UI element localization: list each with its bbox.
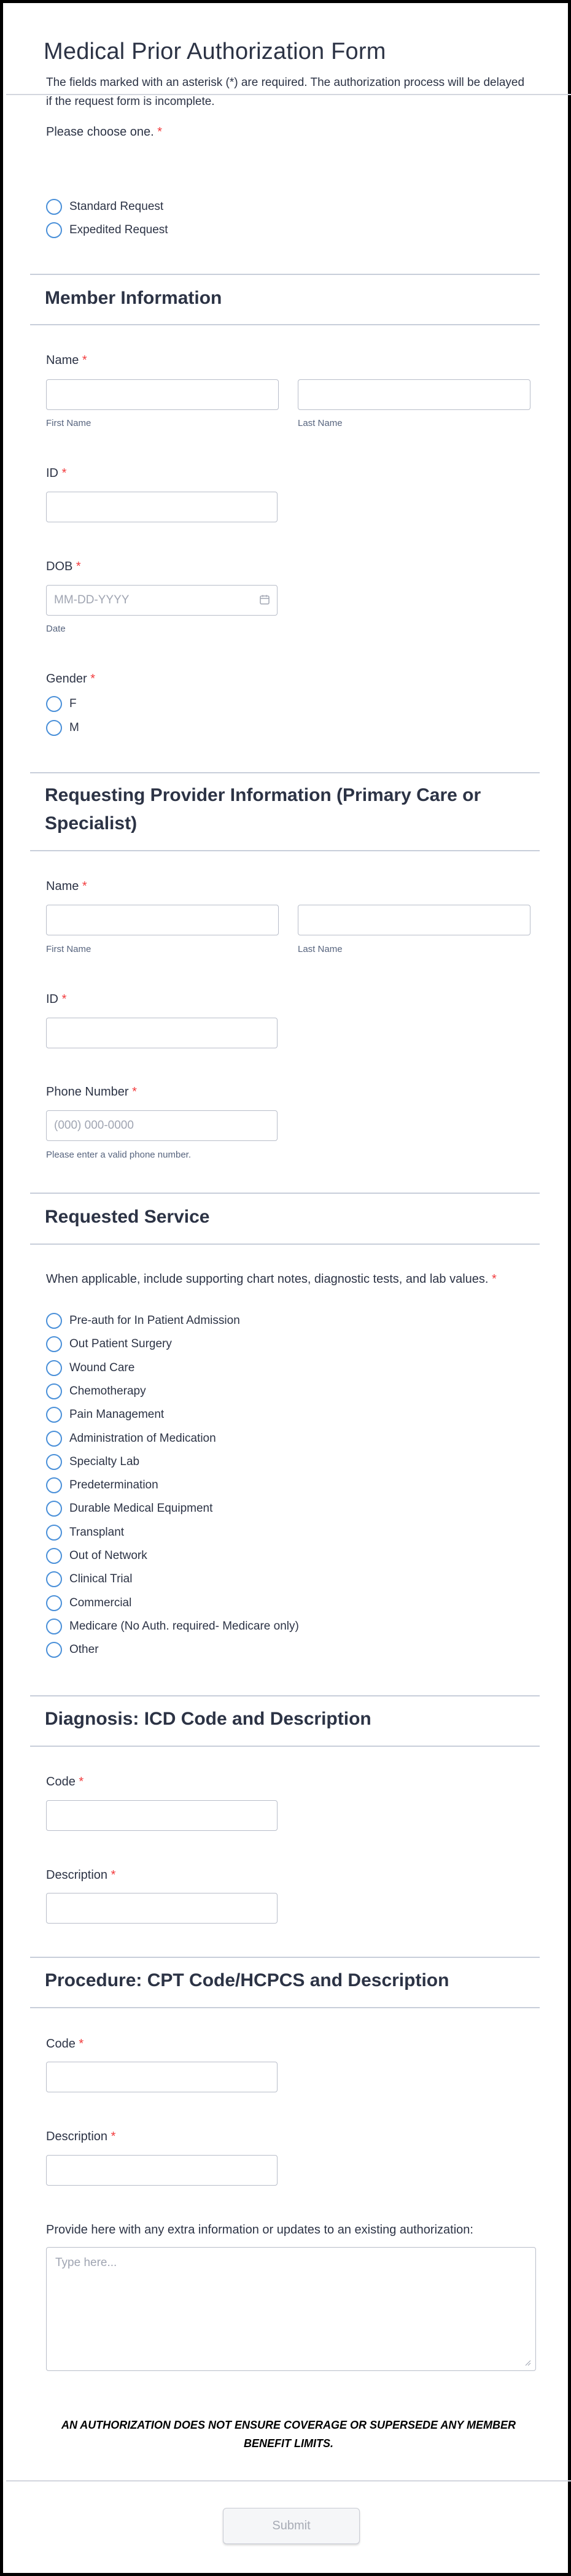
- radio-option-label: Clinical Trial: [69, 1572, 133, 1585]
- request-type-label: Please choose one. *: [46, 125, 163, 139]
- radio-option-label: Other: [69, 1643, 99, 1656]
- calendar-icon[interactable]: [259, 594, 270, 605]
- radio-option-label: Out Patient Surgery: [69, 1337, 172, 1350]
- section-divider: [30, 324, 540, 325]
- radio-circle[interactable]: [46, 1571, 62, 1587]
- radio-circle[interactable]: [46, 696, 62, 712]
- extra-info-wrap: [46, 2247, 536, 2371]
- provider-name-label: Name *: [46, 880, 87, 893]
- provider-id-input[interactable]: [46, 1018, 278, 1048]
- extra-info-textarea[interactable]: [46, 2247, 536, 2371]
- diagnosis-code-label: Code *: [46, 1775, 84, 1789]
- radio-service-option[interactable]: [46, 1617, 299, 1636]
- radio-circle[interactable]: [46, 1336, 62, 1352]
- diagnosis-code-input[interactable]: [46, 1800, 278, 1831]
- radio-service-option[interactable]: [46, 1499, 212, 1518]
- radio-option-label: Pain Management: [69, 1408, 165, 1421]
- member-id-input[interactable]: [46, 492, 278, 522]
- radio-circle[interactable]: [46, 720, 62, 736]
- radio-circle[interactable]: [46, 1313, 62, 1329]
- radio-option-label: Predetermination: [69, 1479, 158, 1491]
- form-title: Medical Prior Authorization Form: [44, 39, 386, 64]
- procedure-description-label: Description *: [46, 2130, 116, 2143]
- member-last-name-sub: Last Name: [298, 418, 343, 428]
- radio-option-label: Transplant: [69, 1526, 125, 1539]
- radio-circle[interactable]: [46, 222, 62, 238]
- radio-service-option[interactable]: [46, 1523, 124, 1542]
- section-title-diagnosis: Diagnosis: ICD Code and Description: [45, 1709, 371, 1729]
- section-title-provider: Requesting Provider Information (Primary Care or Specialist): [45, 785, 481, 834]
- radio-option-label: Out of Network: [69, 1549, 147, 1562]
- radio-circle[interactable]: [46, 1501, 62, 1517]
- radio-option-label: Commercial: [69, 1596, 132, 1609]
- section-title-procedure: Procedure: CPT Code/HCPCS and Description: [45, 1970, 449, 1990]
- dob-field-wrap: [46, 585, 278, 616]
- service-prompt-label: When applicable, include supporting chart notes, diagnostic tests, and lab values. *: [46, 1272, 497, 1286]
- radio-service-option[interactable]: [46, 1335, 172, 1353]
- radio-service-option[interactable]: [46, 1312, 240, 1330]
- radio-service-option[interactable]: [46, 1594, 131, 1612]
- provider-last-name-sub: Last Name: [298, 944, 343, 954]
- radio-service-option[interactable]: [46, 1382, 146, 1401]
- radio-circle[interactable]: [46, 1360, 62, 1376]
- radio-service-option[interactable]: [46, 1429, 216, 1448]
- radio-expedited-request[interactable]: Expedited Request: [46, 221, 168, 239]
- radio-circle[interactable]: [46, 1431, 62, 1447]
- member-name-label: Name *: [46, 354, 87, 367]
- procedure-description-input[interactable]: [46, 2155, 278, 2186]
- radio-standard-request[interactable]: Standard Request: [46, 198, 163, 216]
- section-divider: [30, 1695, 540, 1696]
- provider-phone-input[interactable]: [46, 1110, 278, 1141]
- extra-info-label: Provide here with any extra information or updates to an existing authorization:: [46, 2223, 473, 2237]
- radio-service-option[interactable]: [46, 1570, 132, 1588]
- radio-service-option[interactable]: [46, 1359, 134, 1377]
- section-divider: [30, 850, 540, 851]
- section-divider: [30, 1957, 540, 1958]
- radio-option-label: Specialty Lab: [69, 1455, 140, 1468]
- member-first-name-sub: First Name: [46, 418, 91, 428]
- radio-gender-m[interactable]: M: [46, 719, 79, 737]
- provider-phone-sub: Please enter a valid phone number.: [46, 1150, 191, 1160]
- radio-circle[interactable]: [46, 1407, 62, 1423]
- radio-option-label: Wound Care: [69, 1361, 135, 1374]
- member-gender-label: Gender *: [46, 672, 96, 686]
- radio-service-option[interactable]: [46, 1641, 99, 1659]
- radio-circle[interactable]: [46, 199, 62, 215]
- radio-circle[interactable]: [46, 1548, 62, 1564]
- procedure-code-label: Code *: [46, 2037, 84, 2051]
- section-title-member: Member Information: [45, 288, 222, 308]
- member-dob-label: DOB *: [46, 560, 81, 573]
- radio-circle[interactable]: [46, 1619, 62, 1634]
- radio-circle[interactable]: [46, 1454, 62, 1470]
- radio-service-option[interactable]: [46, 1453, 139, 1471]
- section-divider: [30, 772, 540, 773]
- member-id-label: ID *: [46, 466, 67, 480]
- section-divider: [30, 1244, 540, 1245]
- submit-button[interactable]: Submit: [223, 2508, 360, 2544]
- radio-option-label: Pre-auth for In Patient Admission: [69, 1314, 240, 1327]
- coverage-disclaimer: AN AUTHORIZATION DOES NOT ENSURE COVERAGE OR SUPERSEDE ANY MEMBER BENEFIT LIMITS.: [61, 2419, 516, 2450]
- diagnosis-description-label: Description *: [46, 1868, 116, 1882]
- header-divider: [6, 94, 571, 95]
- diagnosis-description-input[interactable]: [46, 1893, 278, 1924]
- section-divider: [30, 2007, 540, 2008]
- section-title-service: Requested Service: [45, 1207, 210, 1227]
- provider-first-name-sub: First Name: [46, 944, 91, 954]
- form-description: The fields marked with an asterisk (*) are required. The authorization process will be delayed if the request form is incomplete.: [46, 76, 525, 108]
- member-first-name-input[interactable]: [46, 379, 279, 410]
- provider-first-name-input[interactable]: [46, 905, 279, 935]
- section-divider: [30, 1746, 540, 1747]
- radio-option-label: Administration of Medication: [69, 1432, 216, 1445]
- provider-last-name-input[interactable]: [298, 905, 530, 935]
- radio-gender-f[interactable]: F: [46, 695, 77, 713]
- provider-phone-label: Phone Number *: [46, 1085, 137, 1099]
- radio-service-option[interactable]: [46, 1547, 147, 1565]
- radio-option-label: Medicare (No Auth. required- Medicare only): [69, 1620, 299, 1633]
- radio-circle[interactable]: [46, 1383, 62, 1399]
- member-dob-input[interactable]: [46, 585, 278, 616]
- radio-circle[interactable]: [46, 1525, 62, 1541]
- radio-service-option[interactable]: [46, 1406, 164, 1424]
- radio-circle[interactable]: [46, 1595, 62, 1611]
- radio-circle[interactable]: [46, 1477, 62, 1493]
- provider-id-label: ID *: [46, 992, 67, 1006]
- member-last-name-input[interactable]: [298, 379, 530, 410]
- procedure-code-input[interactable]: [46, 2062, 278, 2092]
- radio-circle[interactable]: [46, 1642, 62, 1658]
- footer-divider: [6, 2480, 571, 2481]
- radio-option-label: Durable Medical Equipment: [69, 1502, 213, 1515]
- section-divider: [30, 274, 540, 275]
- radio-option-label: Chemotherapy: [69, 1385, 146, 1398]
- resize-handle-icon[interactable]: [524, 2359, 531, 2366]
- member-dob-sub: Date: [46, 624, 66, 634]
- radio-service-option[interactable]: [46, 1476, 158, 1495]
- section-divider: [30, 1193, 540, 1194]
